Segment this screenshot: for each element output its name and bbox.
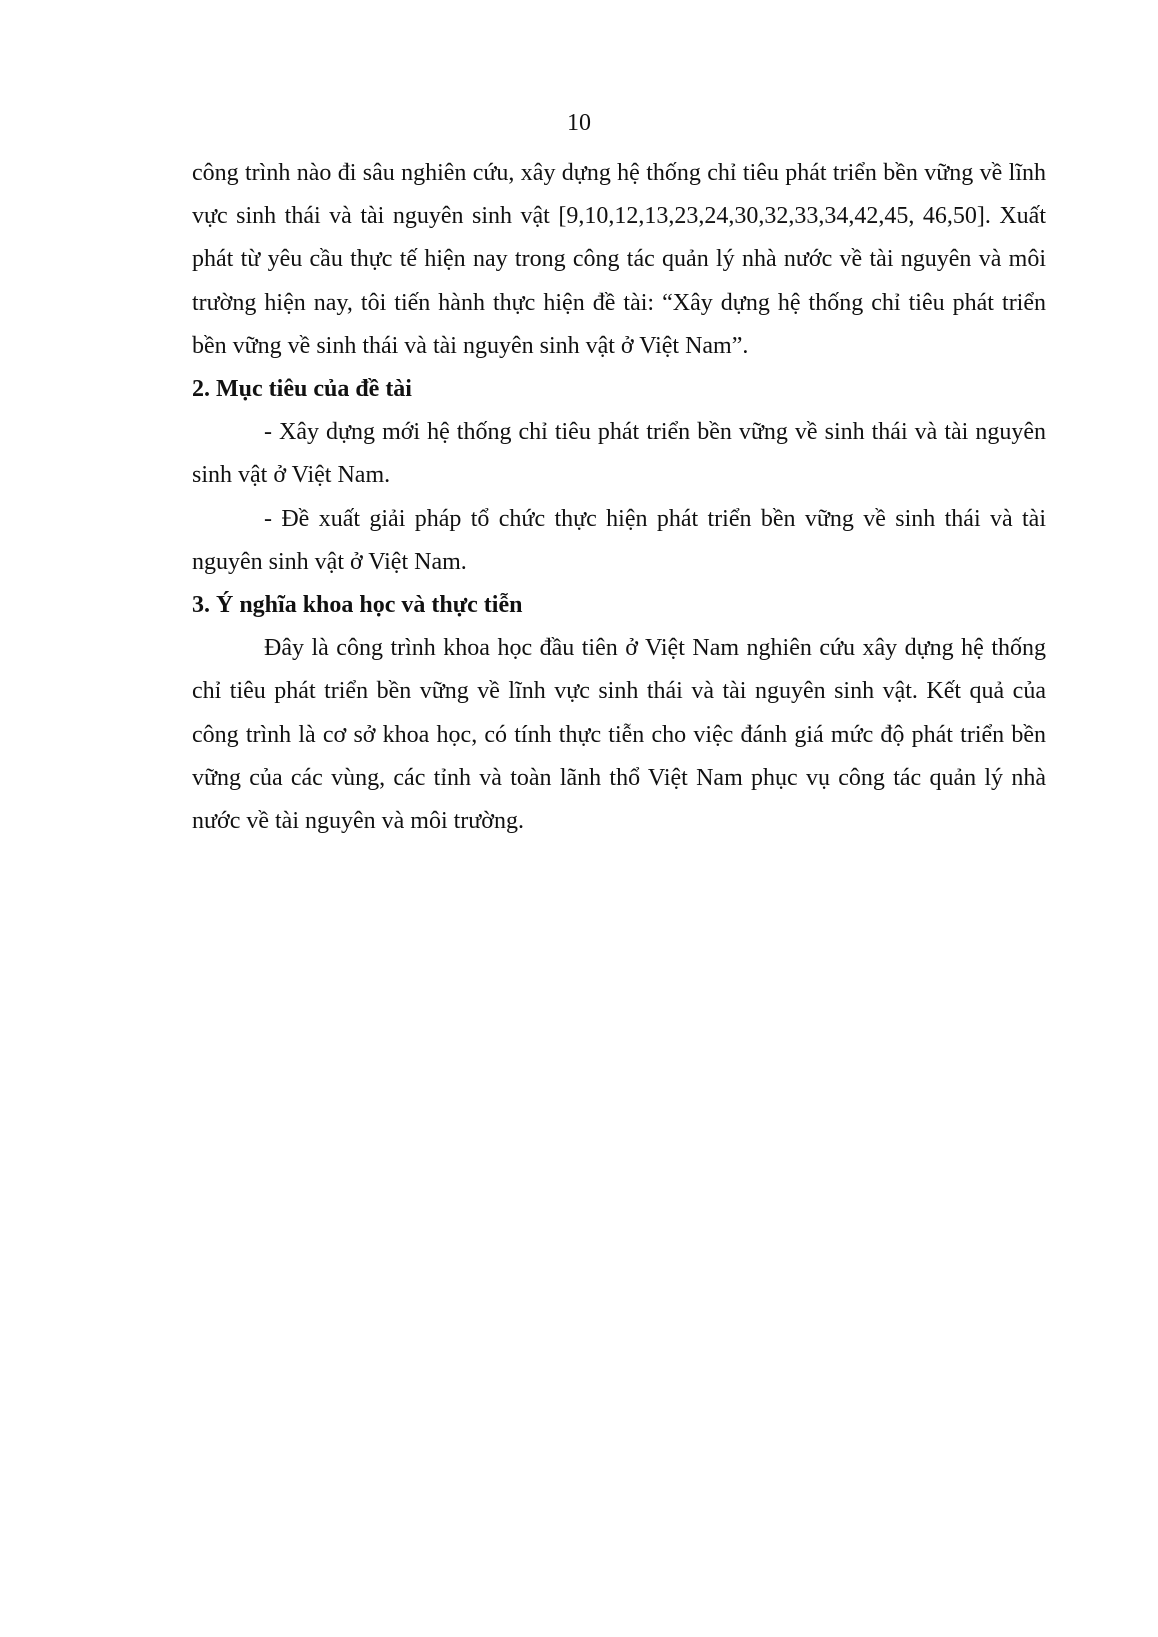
intro-paragraph: công trình nào đi sâu nghiên cứu, xây dựng hệ thống chỉ tiêu phát triển bền vững về lĩnh vực sinh thái và tài nguyên sinh vật [9,10,12,13,23,24,30,32,33,34,42,45, 46,50]. Xuất phát từ yêu cầu thực tế hiện nay trong công tác quản lý nhà nước về tài nguyên và môi trường hiện nay, tôi tiến hành thực hiện đề tài: “Xây dựng hệ thống chỉ tiêu phát triển bền vững về sinh thái và tài nguyên sinh vật ở Việt Nam”.	[192, 160, 1046, 359]
section-3-heading: 3. Ý nghĩa khoa học và thực tiễn	[192, 592, 523, 619]
section-2-heading: 2. Mục tiêu của đề tài	[192, 376, 412, 403]
objective-item-1: - Xây dựng mới hệ thống chỉ tiêu phát triển bền vững về sinh thái và tài nguyên sinh vật ở Việt Nam.	[192, 419, 1046, 489]
page-content	[192, 152, 1046, 843]
significance-paragraph: Đây là công trình khoa học đầu tiên ở Việt Nam nghiên cứu xây dựng hệ thống chỉ tiêu phát triển bền vững về lĩnh vực sinh thái và tài nguyên sinh vật. Kết quả của công trình là cơ sở khoa học, có tính thực tiễn cho việc đánh giá mức độ phát triển bền vững của các vùng, các tỉnh và toàn lãnh thổ Việt Nam phục vụ công tác quản lý nhà nước về tài nguyên và môi trường.	[192, 635, 1046, 835]
objective-item-2: - Đề xuất giải pháp tổ chức thực hiện phát triển bền vững về sinh thái và tài nguyên sinh vật ở Việt Nam.	[192, 505, 1046, 575]
page-number: 10	[567, 110, 591, 136]
